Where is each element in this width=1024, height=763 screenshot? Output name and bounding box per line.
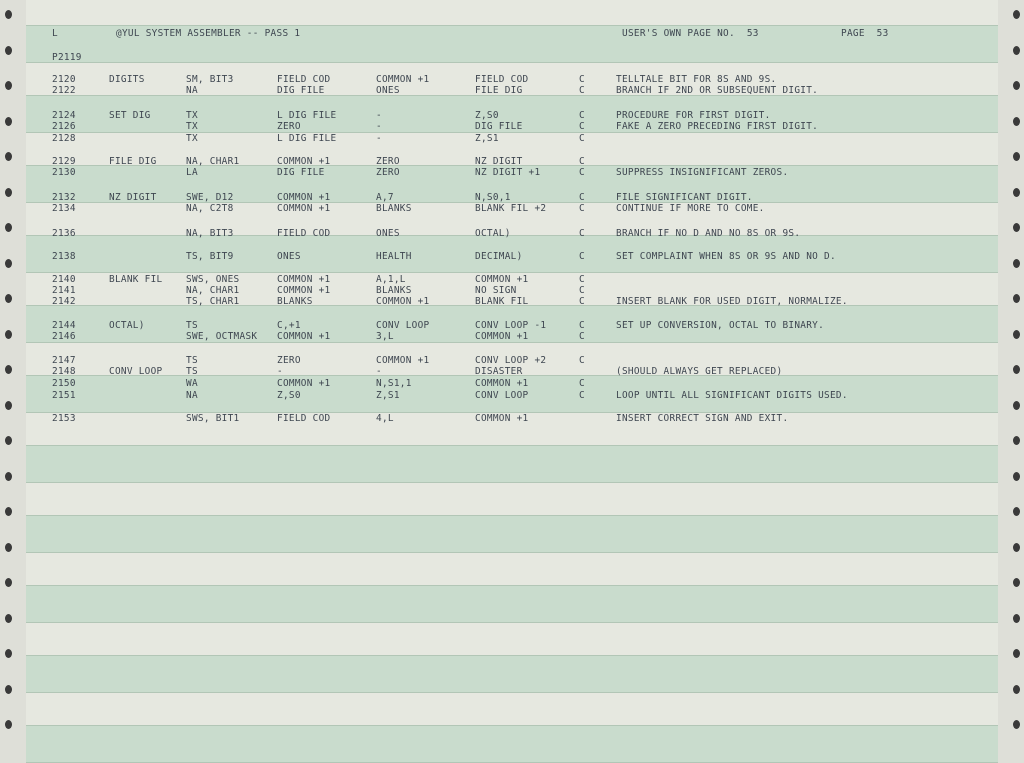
flag: C [579,228,585,239]
location-label: BLANK FIL [109,274,163,285]
feed-hole [1013,720,1020,729]
feed-hole [5,720,12,729]
flag: C [579,167,585,178]
second-address: ONES [376,228,400,239]
address-field: C,+1 [277,320,301,331]
listing-title: @YUL SYSTEM ASSEMBLER -- PASS 1 [116,28,301,39]
feed-hole [1013,543,1020,552]
comment: BRANCH IF NO D AND NO 8S OR 9S. [616,228,801,239]
feed-hole [1013,614,1020,623]
flag: C [579,133,585,144]
third-address: DIG FILE [475,121,523,132]
feed-hole [1013,365,1020,374]
flag: C [579,285,585,296]
operation: NA, BIT3 [186,228,234,239]
line-number: 2153 [52,413,76,424]
line-number: 2136 [52,228,76,239]
flag: C [579,121,585,132]
address-field: DIG FILE [277,85,325,96]
feed-hole [5,259,12,268]
feed-hole [5,81,12,90]
operation: SWS, ONES [186,274,240,285]
feed-hole [1013,259,1020,268]
line-number: 2151 [52,390,76,401]
line-number: 2134 [52,203,76,214]
second-address: Z,S1 [376,390,400,401]
address-field: Z,S0 [277,390,301,401]
address-field: COMMON +1 [277,331,331,342]
address-field: FIELD COD [277,74,331,85]
feed-hole [1013,472,1020,481]
feed-hole [1013,223,1020,232]
address-field: COMMON +1 [277,378,331,389]
third-address: COMMON +1 [475,274,529,285]
feed-hole [5,294,12,303]
third-address: FILE DIG [475,85,523,96]
line-number: 2132 [52,192,76,203]
feed-hole [5,578,12,587]
flag: C [579,156,585,167]
third-address: CONV LOOP +2 [475,355,547,366]
feed-hole [5,472,12,481]
feed-hole [5,649,12,658]
greenbar-band [26,585,998,623]
line-number: 2130 [52,167,76,178]
flag: C [579,251,585,262]
feed-hole [1013,10,1020,19]
third-address: BLANK FIL +2 [475,203,547,214]
third-address: COMMON +1 [475,378,529,389]
second-address: ZERO [376,156,400,167]
comment: SET UP CONVERSION, OCTAL TO BINARY. [616,320,825,331]
feed-hole [1013,81,1020,90]
feed-hole [5,365,12,374]
feed-hole [5,614,12,623]
location-label: FILE DIG [109,156,157,167]
header-left-marker: L [52,28,58,39]
flag: C [579,203,585,214]
address-field: L DIG FILE [277,133,337,144]
second-address: N,S1,1 [376,378,412,389]
third-address: COMMON +1 [475,331,529,342]
line-number: 2120 [52,74,76,85]
operation: NA [186,85,198,96]
third-address: Z,S0 [475,110,499,121]
third-address: CONV LOOP [475,390,529,401]
feed-hole [1013,578,1020,587]
line-number: 2126 [52,121,76,132]
greenbar-band [26,515,998,553]
address-field: L DIG FILE [277,110,337,121]
greenbar-band [26,725,998,763]
line-number: 2122 [52,85,76,96]
second-address: - [376,121,382,132]
feed-hole [1013,685,1020,694]
second-address: - [376,366,382,377]
comment: INSERT CORRECT SIGN AND EXIT. [616,413,789,424]
address-field: - [277,366,283,377]
feed-hole [5,330,12,339]
second-address: 4,L [376,413,394,424]
operation: TS, CHAR1 [186,296,240,307]
second-address: ZERO [376,167,400,178]
comment: LOOP UNTIL ALL SIGNIFICANT DIGITS USED. [616,390,848,401]
flag: C [579,331,585,342]
third-address: Z,S1 [475,133,499,144]
operation: TX [186,110,198,121]
operation: NA, CHAR1 [186,285,240,296]
location-label: OCTAL) [109,320,145,331]
third-address: N,S0,1 [475,192,511,203]
flag: C [579,274,585,285]
feed-hole [1013,436,1020,445]
flag: C [579,390,585,401]
address-field: DIG FILE [277,167,325,178]
address-field: BLANKS [277,296,313,307]
second-address: ONES [376,85,400,96]
feed-hole [5,46,12,55]
greenbar-band [26,445,998,483]
feed-hole [1013,401,1020,410]
location-label: DIGITS [109,74,145,85]
comment: CONTINUE IF MORE TO COME. [616,203,765,214]
line-number: 2129 [52,156,76,167]
operation: TX [186,121,198,132]
feed-hole [5,685,12,694]
operation: WA [186,378,198,389]
address-field: ZERO [277,121,301,132]
operation: TS [186,366,198,377]
third-address: FIELD COD [475,74,529,85]
feed-hole [5,223,12,232]
third-address: COMMON +1 [475,413,529,424]
location-label: SET DIG [109,110,151,121]
feed-hole [1013,294,1020,303]
page-number: PAGE 53 [841,28,889,39]
location-label: NZ DIGIT [109,192,157,203]
address-field: ZERO [277,355,301,366]
second-address: COMMON +1 [376,296,430,307]
third-address: DECIMAL) [475,251,523,262]
operation: SWS, BIT1 [186,413,240,424]
second-address: COMMON +1 [376,355,430,366]
comment: TELLTALE BIT FOR 8S AND 9S. [616,74,777,85]
comment: (SHOULD ALWAYS GET REPLACED) [616,366,783,377]
operation: SWE, D12 [186,192,234,203]
address-field: FIELD COD [277,228,331,239]
operation: SWE, OCTMASK [186,331,258,342]
line-number: 2140 [52,274,76,285]
flag: C [579,74,585,85]
comment: BRANCH IF 2ND OR SUBSEQUENT DIGIT. [616,85,819,96]
second-address: BLANKS [376,203,412,214]
second-address: CONV LOOP [376,320,430,331]
feed-hole [5,401,12,410]
flag: C [579,85,585,96]
flag: C [579,296,585,307]
feed-hole [1013,507,1020,516]
comment: PROCEDURE FOR FIRST DIGIT. [616,110,771,121]
line-number: 2142 [52,296,76,307]
third-address: NZ DIGIT +1 [475,167,541,178]
second-address: HEALTH [376,251,412,262]
second-address: - [376,133,382,144]
feed-hole [1013,188,1020,197]
line-number: 2124 [52,110,76,121]
greenbar-band [26,655,998,693]
line-number: 2147 [52,355,76,366]
operation: LA [186,167,198,178]
flag: C [579,378,585,389]
address-field: COMMON +1 [277,156,331,167]
third-address: CONV LOOP -1 [475,320,547,331]
location-label: CONV LOOP [109,366,163,377]
address-field: FIELD COD [277,413,331,424]
second-address: A,1,L [376,274,406,285]
address-field: ONES [277,251,301,262]
second-address: 3,L [376,331,394,342]
listing-id: P2119 [52,52,82,63]
operation: TX [186,133,198,144]
feed-hole [5,436,12,445]
second-address: COMMON +1 [376,74,430,85]
second-address: A,7 [376,192,394,203]
operation: TS [186,355,198,366]
third-address: NZ DIGIT [475,156,523,167]
operation: NA, C2T8 [186,203,234,214]
line-number: 2148 [52,366,76,377]
flag: C [579,192,585,203]
feed-hole [1013,117,1020,126]
address-field: COMMON +1 [277,203,331,214]
line-number: 2146 [52,331,76,342]
address-field: COMMON +1 [277,285,331,296]
flag: C [579,110,585,121]
feed-hole [5,543,12,552]
second-address: - [376,110,382,121]
comment: SUPPRESS INSIGNIFICANT ZEROS. [616,167,789,178]
operation: NA [186,390,198,401]
feed-hole [5,117,12,126]
comment: SET COMPLAINT WHEN 8S OR 9S AND NO D. [616,251,836,262]
comment: FAKE A ZERO PRECEDING FIRST DIGIT. [616,121,819,132]
line-number: 2138 [52,251,76,262]
operation: NA, CHAR1 [186,156,240,167]
third-address: DISASTER [475,366,523,377]
line-number: 2128 [52,133,76,144]
comment: INSERT BLANK FOR USED DIGIT, NORMALIZE. [616,296,848,307]
operation: TS, BIT9 [186,251,234,262]
line-number: 2150 [52,378,76,389]
address-field: COMMON +1 [277,274,331,285]
line-number: 2141 [52,285,76,296]
address-field: COMMON +1 [277,192,331,203]
operation: TS [186,320,198,331]
second-address: BLANKS [376,285,412,296]
flag: C [579,355,585,366]
feed-hole [1013,152,1020,161]
operation: SM, BIT3 [186,74,234,85]
feed-hole [5,507,12,516]
feed-hole [1013,46,1020,55]
flag: C [579,320,585,331]
feed-hole [5,152,12,161]
users-page-number: USER'S OWN PAGE NO. 53 [622,28,759,39]
feed-hole [5,10,12,19]
feed-hole [1013,649,1020,658]
feed-hole [1013,330,1020,339]
line-number: 2144 [52,320,76,331]
feed-hole [5,188,12,197]
third-address: BLANK FIL [475,296,529,307]
comment: FILE SIGNIFICANT DIGIT. [616,192,753,203]
third-address: NO SIGN [475,285,517,296]
third-address: OCTAL) [475,228,511,239]
